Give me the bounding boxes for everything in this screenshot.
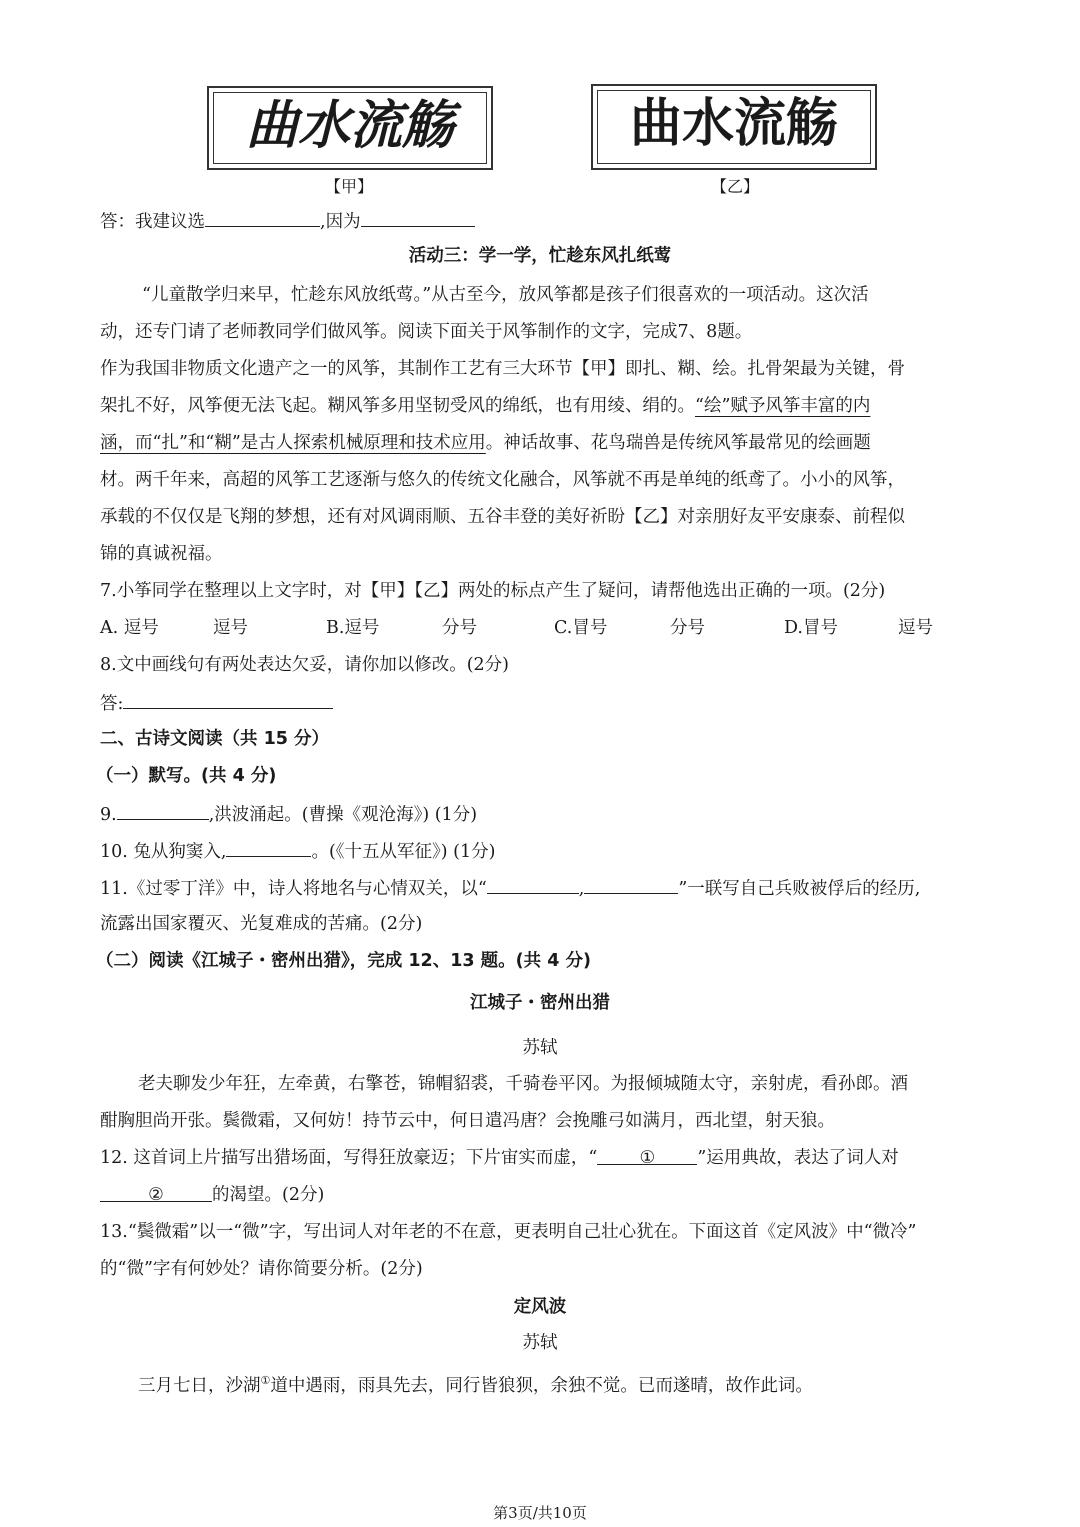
q11-suffix: ”一联写自己兵败被俘后的经历,	[678, 879, 921, 899]
answer-prefix: 答：我建议选	[100, 212, 205, 232]
question-13-line-2: 的“微”字有何妙处？请你简要分析。(2分)	[100, 1259, 423, 1279]
q12-line2-suffix: 的渴望。(2分)	[212, 1185, 325, 1205]
subsection-2-heading: （二）阅读《江城子・密州出猎》，完成 12、13 题。(共 4 分)	[96, 951, 591, 971]
q11-mid: ,	[578, 879, 585, 899]
q10-text: 。(《十五从军征》) (1分)	[311, 842, 496, 862]
passage-line-5: 承载的不仅仅是飞翔的梦想，还有对风调雨顺、五谷丰登的美好祈盼【乙】对亲朋好友平安康泰、前程似	[100, 507, 905, 527]
option-a-1[interactable]: A. 逗号	[100, 618, 159, 638]
plaque-text-yi: 曲水流觞	[629, 94, 838, 154]
answer-blank-choice[interactable]	[205, 209, 320, 227]
preface-text-b: 道中遇雨，雨具先去，同行皆狼狈，余独不觉。已而遂晴，故作此词。	[270, 1375, 813, 1396]
question-13-line-1: 13.“鬓微霜”以一“微”字，写出词人对年老的不在意，更表明自己壮心犹在。下面这首《定风波》中“微冷”	[100, 1222, 917, 1242]
poem-2-preface	[138, 1370, 813, 1397]
plaque-caption-yi: 【乙】	[711, 177, 760, 196]
page-footer: 第3页/共10页	[493, 1504, 587, 1522]
calligraphy-plaque-jia	[207, 86, 493, 170]
poem-2-title: 定风波	[513, 1297, 567, 1317]
poem-1-line-1: 老夫聊发少年狂，左牵黄，右擎苍，锦帽貂裘，千骑卷平冈。为报倾城随太守，亲射虎，看孙郎。酒	[138, 1074, 908, 1094]
question-10	[100, 839, 495, 863]
passage-line-6: 锦的真诚祝福。	[100, 544, 223, 564]
option-b-2: 分号	[442, 618, 477, 638]
option-d-1[interactable]: D.冒号	[784, 618, 838, 638]
q12-blank-2[interactable]	[100, 1184, 212, 1205]
question-12-line-2	[100, 1184, 324, 1206]
section-2-heading: 二、古诗文阅读（共 15 分）	[100, 729, 330, 749]
poem-1-title: 江城子・密州出猎	[470, 993, 610, 1013]
blank-marker-2: ②	[148, 1185, 164, 1205]
q11-prefix: 11.《过零丁洋》中，诗人将地名与心情双关，以“	[100, 879, 487, 899]
question-7-options	[100, 617, 933, 639]
poem-1-line-2: 酣胸胆尚开张。鬓微霜，又何妨！持节云中，何日遣冯唐？会挽雕弓如满月，西北望，射天狼。	[100, 1111, 835, 1131]
question-12	[100, 1147, 899, 1169]
q10-blank[interactable]	[226, 839, 311, 857]
option-c-1[interactable]: C.冒号	[554, 618, 608, 638]
answer-line	[100, 209, 475, 233]
option-c-2: 分号	[670, 618, 705, 638]
answer-label: 答:	[100, 694, 124, 714]
q11-blank-1[interactable]	[487, 876, 579, 894]
plaque-caption-jia: 【甲】	[325, 177, 374, 196]
passage-text: 。神话故事、花鸟瑞兽是传统风筝最常见的绘画题	[485, 433, 871, 453]
poem-2-author: 苏轼	[522, 1333, 558, 1353]
activity3-title: 活动三：学一学，忙趁东风扎纸莺	[408, 246, 672, 266]
question-7: 7.小筝同学在整理以上文字时，对【甲】【乙】两处的标点产生了疑问，请帮他选出正确的一项。(2分)	[100, 581, 886, 601]
answer-middle: ,因为	[320, 212, 361, 232]
q12-suffix: ”运用典故，表达了词人对	[697, 1148, 899, 1168]
intro-line-2: 动，还专门请了老师教同学们做风筝。阅读下面关于风筝制作的文字，完成7、8题。	[100, 322, 753, 342]
preface-text-a: 三月七日，沙湖	[138, 1375, 261, 1396]
underlined-sentence: 涵，而“扎”和“糊”是古人探索机械原理和技术应用	[100, 433, 486, 453]
passage-line-4: 材。两千年来，高超的风筝工艺逐渐与悠久的传统文化融合，风筝就不再是单纯的纸鸢了。小小的风筝，	[100, 470, 905, 490]
question-9	[100, 802, 477, 826]
underlined-sentence: “绘”赋予风筝丰富的内	[695, 396, 871, 416]
q12-blank-1[interactable]	[597, 1147, 697, 1168]
poem-1-author: 苏轼	[522, 1038, 558, 1058]
passage-line-3	[100, 432, 871, 454]
option-a-2: 逗号	[213, 618, 248, 638]
calligraphy-plaque-yi	[591, 84, 877, 170]
blank-marker-1: ①	[639, 1148, 656, 1168]
question-11	[100, 876, 920, 900]
question-11-line-2: 流露出国家覆灭、光复难成的苦痛。(2分)	[100, 914, 423, 934]
q12-prefix: 12. 这首词上片描写出猎场面，写得狂放豪迈；下片宙实而虚，“	[100, 1148, 598, 1168]
passage-text: 架扎不好，风筝便无法飞起。糊风筝多用坚韧受风的绵纸，也有用绫、绢的。	[100, 396, 695, 416]
q11-blank-2[interactable]	[584, 876, 678, 894]
footnote-marker: ①	[260, 1374, 271, 1387]
q9-text: ,洪波涌起。(曹操《观沧海》) (1分)	[208, 805, 478, 825]
passage-line-2	[100, 395, 870, 417]
intro-line-1: “儿童散学归来早，忙趁东风放纸莺。”从古至今，放风筝都是孩子们很喜欢的一项活动。这次活	[142, 285, 869, 305]
answer-blank[interactable]	[123, 691, 333, 709]
option-d-2: 逗号	[898, 618, 933, 638]
q10-prefix: 10. 兔从狗窦入,	[100, 842, 227, 862]
q9-number: 9.	[100, 805, 117, 825]
q9-blank[interactable]	[117, 802, 209, 820]
subsection-1-heading: （一）默写。(共 4 分)	[96, 766, 277, 786]
answer-blank-reason[interactable]	[361, 209, 475, 227]
question-8: 8.文中画线句有两处表达欠妥，请你加以修改。(2分)	[100, 655, 509, 675]
passage-line-1: 作为我国非物质文化遗产之一的风筝，其制作工艺有三大环节【甲】即扎、糊、绘。扎骨架最为关键，骨	[100, 359, 905, 379]
question-8-answer	[100, 691, 333, 715]
option-b-1[interactable]: B.逗号	[326, 618, 380, 638]
plaque-text-jia: 曲水流觞	[245, 95, 454, 156]
